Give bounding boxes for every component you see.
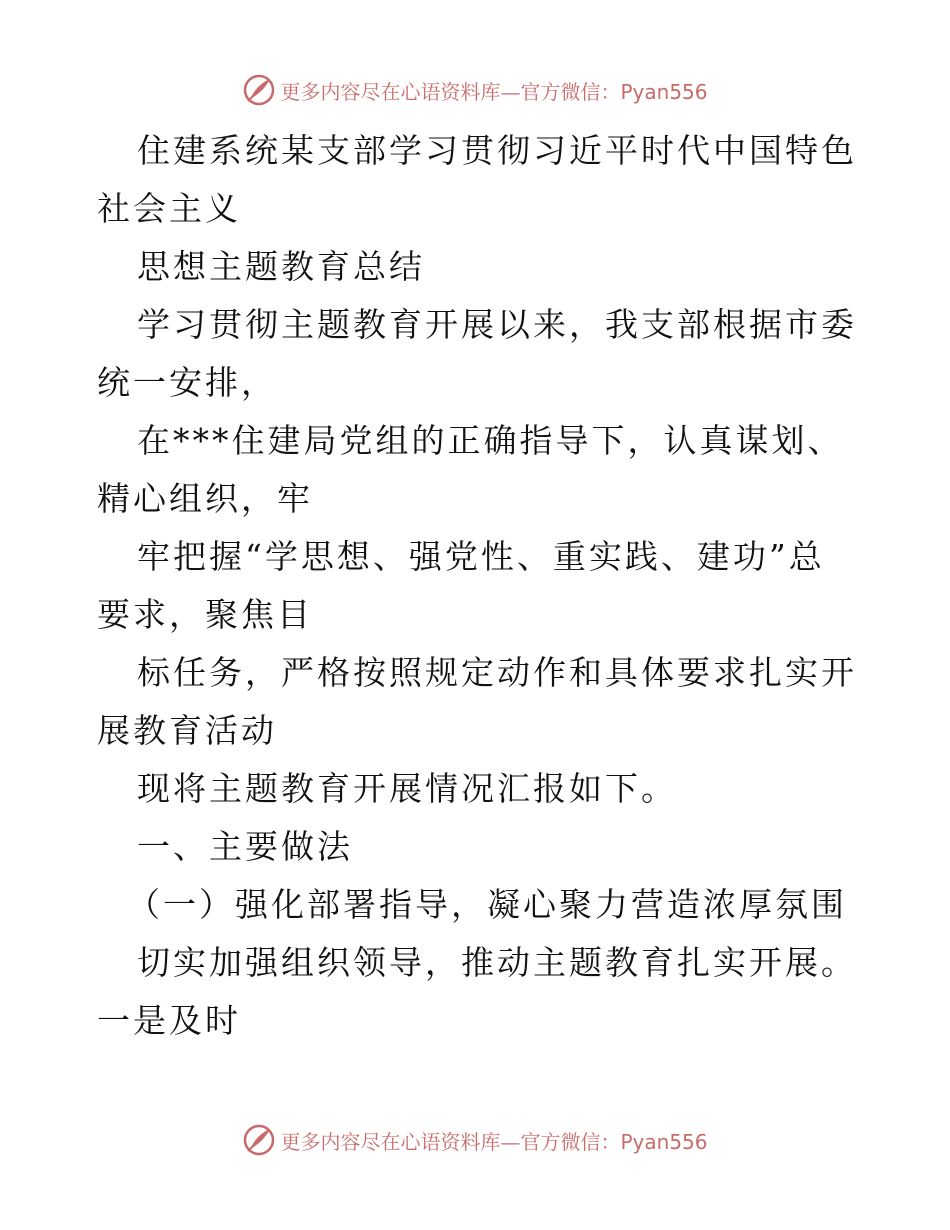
paragraph-title-line1: 住建系统某支部学习贯彻习近平时代中国特色社会主义: [97, 131, 857, 228]
paragraph-intro-1: 学习贯彻主题教育开展以来，我支部根据市委统一安排，: [97, 305, 857, 402]
footer-wechat-id: Pyan556: [620, 1129, 708, 1154]
footer-text: 更多内容尽在心语资料库—官方微信：Pyan556: [280, 1129, 708, 1154]
paragraph-intro-2: 在***住建局党组的正确指导下，认真谋划、精心组织，牢: [97, 421, 844, 518]
feather-pen-logo-icon: [242, 73, 276, 107]
paragraph-intro-4: 标任务，严格按照规定动作和具体要求扎实开展教育活动: [97, 653, 857, 750]
document-body: [97, 122, 857, 1050]
paragraph-intro-5: 现将主题教育开展情况汇报如下。: [137, 769, 677, 808]
header-wechat-id: Pyan556: [620, 79, 708, 104]
header-banner: [0, 70, 950, 110]
footer-banner: [0, 1120, 950, 1160]
paragraph-body-1: 切实加强组织领导，推动主题教育扎实开展。一是及时: [97, 943, 857, 1040]
paragraph-title-line2: 思想主题教育总结: [137, 247, 425, 286]
paragraph-intro-3: 牢把握“学思想、强党性、重实践、建功”总要求，聚焦目: [97, 537, 825, 634]
feather-pen-logo-icon: [242, 1123, 276, 1157]
section-heading-1: 一、主要做法: [137, 827, 353, 866]
subsection-heading-1: （一）强化部署指导，凝心聚力营造浓厚氛围: [127, 885, 847, 924]
header-text: 更多内容尽在心语资料库—官方微信：Pyan556: [280, 79, 708, 104]
